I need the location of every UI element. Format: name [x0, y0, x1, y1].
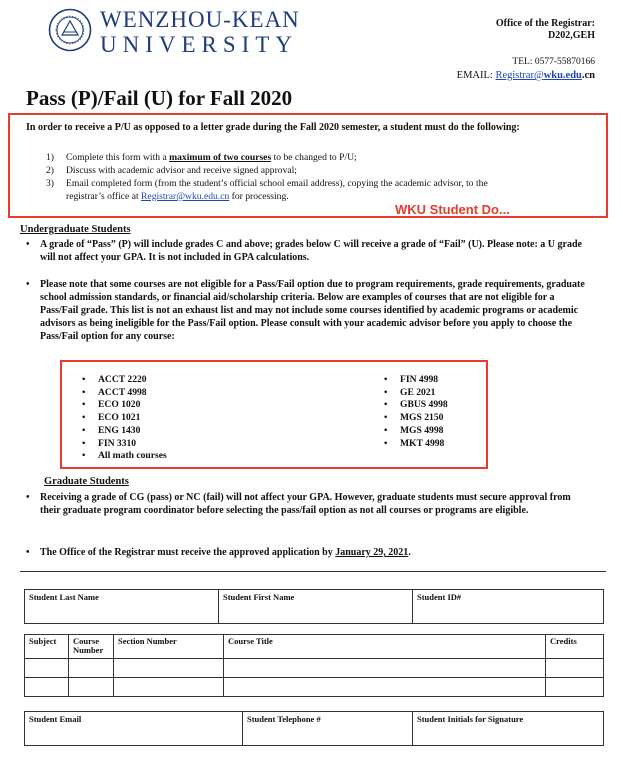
max-courses-emphasis: maximum of two courses — [169, 152, 272, 163]
course-number-header: Course Number — [69, 635, 114, 659]
table-row — [25, 659, 604, 678]
course-title-cell[interactable] — [224, 659, 546, 678]
course-title-header: Course Title — [224, 635, 546, 659]
student-name-table — [24, 589, 604, 624]
section-number-cell[interactable] — [114, 678, 224, 697]
list-item: • MKT 4998 — [384, 438, 448, 451]
email-contact — [457, 70, 595, 81]
registrar-office-info — [496, 18, 595, 42]
credits-cell[interactable] — [546, 678, 604, 697]
ineligible-courses-left — [82, 374, 167, 463]
graduate-bullet-gpa: • Receiving a grade of CG (pass) or NC (fail) will not affect your GPA. However, graduate students must secure approval from their graduate program coordinator before selecting the pass/fail option as not all courses or programs are eligible. — [26, 492, 571, 516]
course-table — [24, 634, 604, 697]
graduate-bullet-deadline: • The Office of the Registrar must receive the approved application by January 29, 2021. — [26, 547, 411, 558]
university-name-line1: WENZHOU-KEAN — [100, 7, 300, 32]
credits-cell[interactable] — [546, 659, 604, 678]
student-email-field[interactable]: Student Email — [25, 712, 243, 746]
registrar-email-link-step[interactable]: Registrar@wku.edu.cn — [141, 191, 230, 202]
table-row — [25, 678, 604, 697]
list-item: • ENG 1430 — [82, 425, 167, 438]
bullet-dot: • — [26, 547, 30, 558]
subject-cell[interactable] — [25, 678, 69, 697]
step-2: 2) Discuss with academic advisor and receive signed approval; — [46, 165, 297, 176]
list-item: • All math courses — [82, 450, 167, 463]
university-seal-logo — [48, 8, 92, 52]
list-item: • GE 2021 — [384, 387, 448, 400]
student-initials-field[interactable]: Student Initials for Signature — [413, 712, 604, 746]
first-name-field[interactable]: Student First Name — [219, 590, 413, 624]
section-divider — [20, 571, 606, 572]
graduate-heading: Graduate Students — [44, 476, 129, 487]
student-contact-table — [24, 711, 604, 746]
list-item: • MGS 2150 — [384, 412, 448, 425]
deadline-date: January 29, 2021 — [335, 547, 409, 558]
section-number-cell[interactable] — [114, 659, 224, 678]
step-3-continued: registrar’s office at Registrar@wku.edu.cn for processing. — [66, 191, 289, 202]
undergrad-bullet-ineligible: • Please note that some courses are not eligible for a Pass/Fail option due to program requirements, grade requirements, graduate school admission standards, or financial aid/scholarship criteria. Below are examples of courses that are not eligible for a Pass/Fail grade. This list is not an exhaust list and may not include some courses identified by academic programs or academic advisors as being ineligible for the Pass/Fail option. Please consult with your academic advisor before you apply to choose the Pass/Fail option for any course: — [26, 279, 585, 342]
instructions-intro: In order to receive a P/U as opposed to a letter grade during the Fall 2020 semester, a student must do the following: — [26, 122, 520, 133]
email-tld: .cn — [581, 70, 595, 81]
subject-cell[interactable] — [25, 659, 69, 678]
step-3: 3) Email completed form (from the student’s official school email address), copying the academic advisor, to the — [46, 178, 488, 189]
annotation-label: WKU Student Do... — [395, 202, 510, 217]
bullet-dot: • — [26, 279, 30, 290]
course-number-cell[interactable] — [69, 678, 114, 697]
undergrad-bullet-grade: • A grade of “Pass” (P) will include grades C and above; grades below C will receive a grade of “Fail” (U). Please note: a U grade will not affect your GPA. It is not included in GPA calculations. — [26, 239, 582, 263]
ineligible-courses-right — [384, 374, 448, 450]
office-line1: Office of the Registrar: — [495, 18, 595, 29]
email-label: EMAIL: — [456, 70, 496, 81]
telephone-number: TEL: 0577-55870166 — [512, 57, 595, 67]
list-item: • ACCT 2220 — [82, 374, 167, 387]
list-item: • MGS 4998 — [384, 425, 448, 438]
page-title: Pass (P)/Fail (U) for Fall 2020 — [26, 86, 293, 110]
credits-header: Credits — [546, 635, 604, 659]
office-line2: D202,GEH — [548, 30, 595, 41]
instructions-steps — [46, 151, 586, 203]
bullet-dot: • — [26, 239, 30, 250]
registrar-email-link[interactable]: Registrar@wku.edu — [495, 70, 582, 81]
course-title-cell[interactable] — [224, 678, 546, 697]
section-number-header: Section Number — [114, 635, 224, 659]
list-item: • ACCT 4998 — [82, 387, 167, 400]
last-name-field[interactable]: Student Last Name — [25, 590, 219, 624]
list-item: • ECO 1021 — [82, 412, 167, 425]
list-item: • FIN 4998 — [384, 374, 448, 387]
student-id-field[interactable]: Student ID# — [413, 590, 604, 624]
student-telephone-field[interactable]: Student Telephone # — [243, 712, 413, 746]
list-item: • ECO 1020 — [82, 399, 167, 412]
bullet-dot: • — [26, 492, 30, 503]
subject-header: Subject — [25, 635, 69, 659]
undergraduate-heading: Undergraduate Students — [20, 224, 131, 235]
university-name-line2: UNIVERSITY — [100, 32, 298, 57]
step-1: 1) Complete this form with a maximum of two courses to be changed to P/U; — [46, 152, 357, 163]
university-name — [100, 8, 300, 56]
course-number-cell[interactable] — [69, 659, 114, 678]
list-item: • GBUS 4998 — [384, 399, 448, 412]
list-item: • FIN 3310 — [82, 438, 167, 451]
